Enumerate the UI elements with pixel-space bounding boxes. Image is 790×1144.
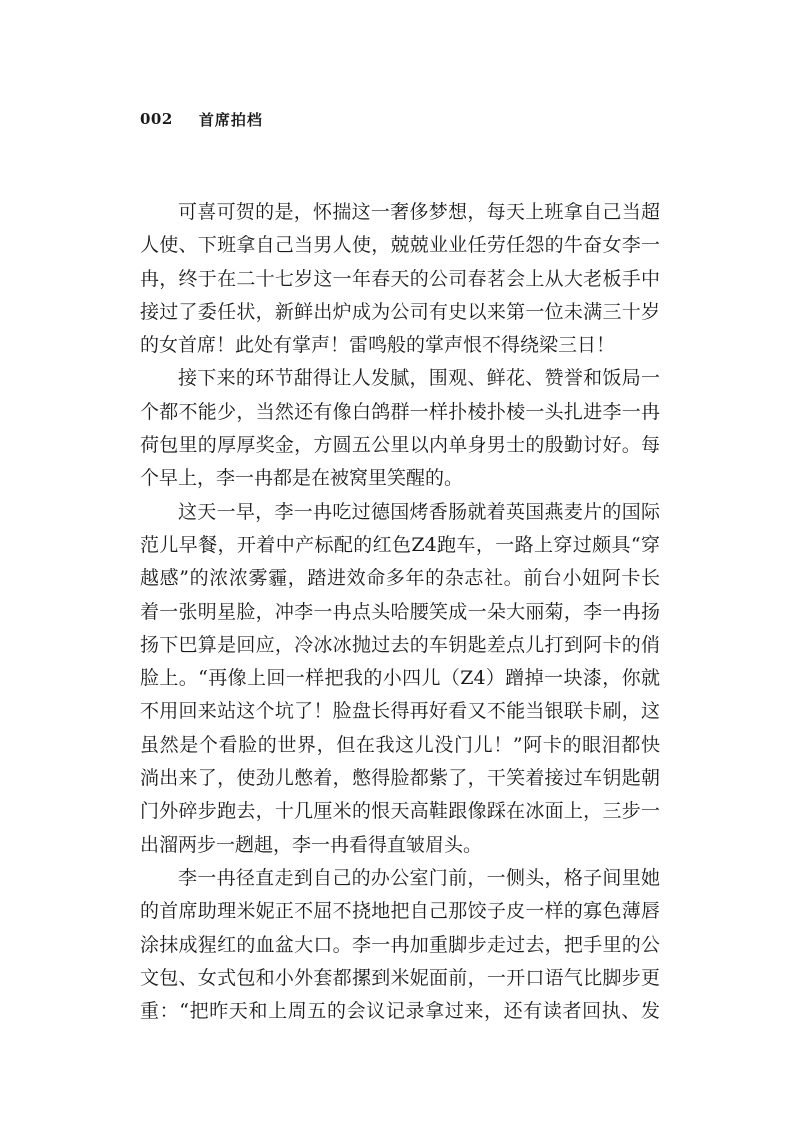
text-line: 门外碎步跑去，十几厘米的恨天高鞋跟像踩在冰面上，三步一: [140, 800, 660, 823]
text-line: 个早上，李一冉都是在被窝里笑醒的。: [140, 467, 464, 490]
text-line: 脸上。“再像上回一样把我的小四儿（Z4）蹭掉一块漆，你就: [140, 667, 660, 690]
body-text: [140, 196, 660, 1028]
text-line: 文包、女式包和小外套都摞到米妮面前，一开口语气比脚步更: [140, 966, 660, 989]
text-line: 接过了委任状，新鲜出炉成为公司有史以来第一位未满三十岁: [140, 300, 660, 323]
running-title: 首席拍档: [198, 110, 263, 129]
text-line: 不用回来站这个坑了！脸盘长得再好看又不能当银联卡刷，这: [140, 700, 660, 723]
text-line: 的女首席！此处有掌声！雷鸣般的掌声恨不得绕梁三日！: [140, 334, 616, 357]
text-line: 个都不能少，当然还有像白鸽群一样扑棱扑棱一头扎进李一冉: [140, 400, 660, 423]
text-line: 冉，终于在二十七岁这一年春天的公司春茗会上从大老板手中: [140, 267, 660, 290]
text-line: 出溜两步一趔趄，李一冉看得直皱眉头。: [140, 833, 483, 856]
text-line: 这天一早，李一冉吃过德国烤香肠就着英国燕麦片的国际: [178, 500, 660, 523]
text-line: 虽然是个看脸的世界，但在我这儿没门儿！”阿卡的眼泪都快: [140, 733, 660, 756]
text-line: 涂抹成猩红的血盆大口。李一冉加重脚步走过去，把手里的公: [140, 933, 660, 956]
text-line: 李一冉径直走到自己的办公室门前，一侧头，格子间里她: [178, 866, 660, 889]
text-line: 重：“把昨天和上周五的会议记录拿过来，还有读者回执、发: [140, 1000, 660, 1023]
text-line: 人使、下班拿自己当男人使，兢兢业业任劳任怨的牛奋女李一: [140, 234, 660, 257]
text-line: 的首席助理米妮正不屈不挠地把自己那饺子皮一样的寡色薄唇: [140, 900, 660, 923]
text-line: 接下来的环节甜得让人发腻，围观、鲜花、赞誉和饭局一: [178, 367, 660, 390]
text-line: 着一张明星脸，冲李一冉点头哈腰笑成一朵大丽菊，李一冉扬: [140, 600, 660, 623]
text-line: 扬下巴算是回应，冷冰冰抛过去的车钥匙差点儿打到阿卡的俏: [140, 633, 660, 656]
text-line: 范儿早餐，开着中产标配的红色Z4跑车，一路上穿过颇具“穿: [140, 533, 660, 556]
page-number: 002: [140, 110, 173, 128]
text-line: 淌出来了，使劲儿憋着，憋得脸都紫了，干笑着接过车钥匙朝: [140, 767, 660, 790]
text-line: 越感”的浓浓雾霾，踏进效命多年的杂志社。前台小妞阿卡长: [140, 567, 660, 590]
text-line: 荷包里的厚厚奖金，方圆五公里以内单身男士的殷勤讨好。每: [140, 434, 660, 457]
page-header: [140, 108, 263, 130]
text-line: 可喜可贺的是，怀揣这一奢侈梦想，每天上班拿自己当超: [178, 201, 660, 223]
